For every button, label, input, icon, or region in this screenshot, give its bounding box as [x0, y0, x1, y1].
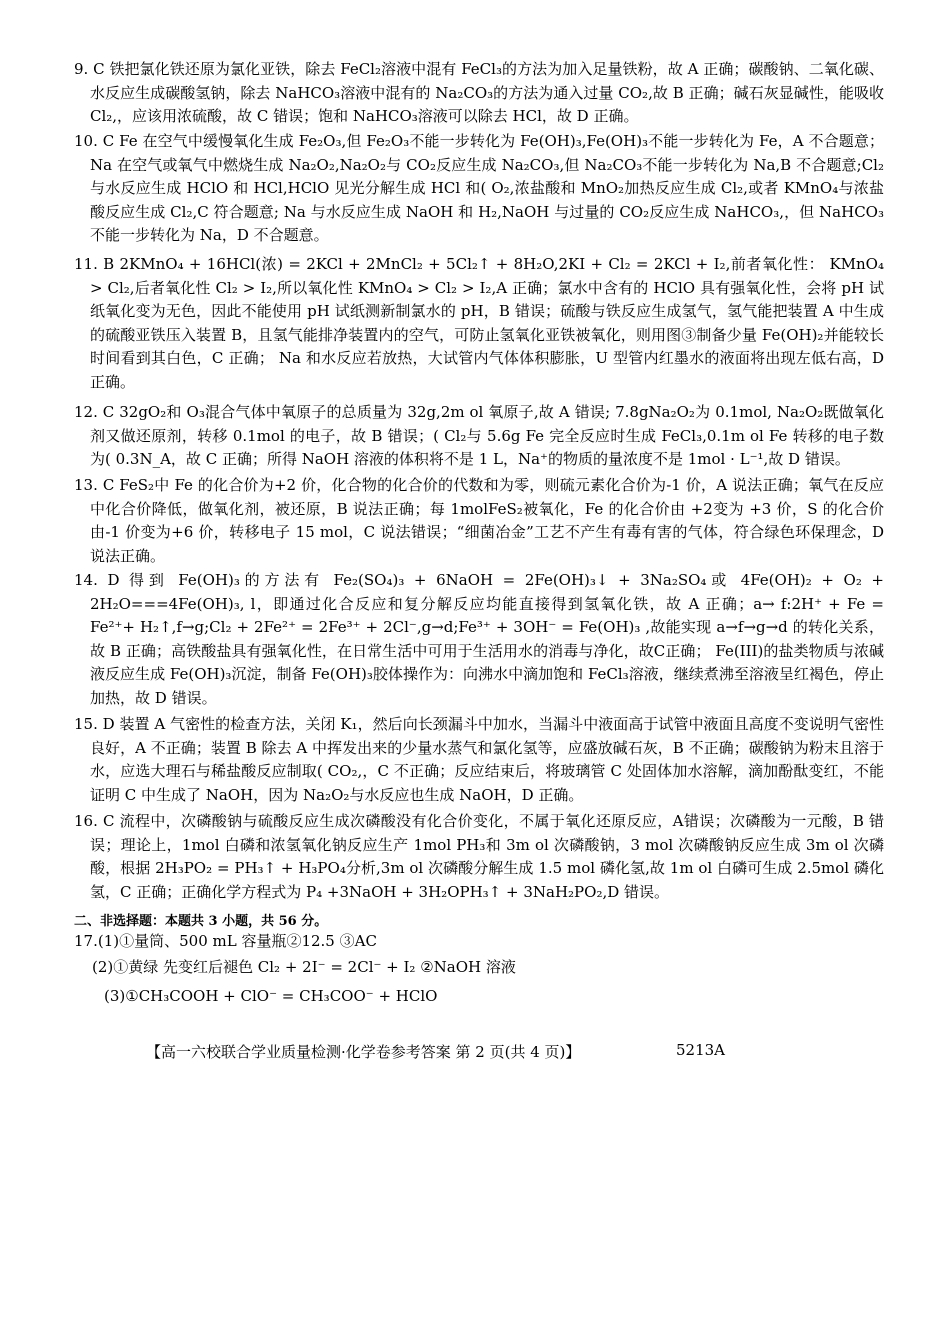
page-footer-code: 5213A: [676, 1041, 726, 1059]
answer-item-14: 14. D 得到 Fe(OH)₃的方法有 Fe₂(SO₄)₃ + 6NaOH = 2Fe(OH)₃↓ + 3Na₂SO₄或 4Fe(OH)₂ + O₂ + 2H₂O===4Fe(OH)₃, l，即通过化合反应和复分解反应均能直接得到氢氧化铁，故 A 正确；a→ f:2H⁺ + Fe = Fe²⁺+ H₂↑,f→g;Cl₂ + 2Fe²⁺ = 2Fe³⁺ + 2Cl⁻,g→d;Fe³⁺ + 3OH⁻ = Fe(OH)₃ ,故能实现 a→f→g→d 的转化关系，故 B 正确；高铁酸盐具有强氧化性，在日常生活中可用于生活用水的消毒与净化，故C正确； Fe(III)的盐类物质与浓碱液反应生成 Fe(OH)₃沉淀，制备 Fe(OH)₃胶体操作为：向沸水中滴加饱和 FeCl₃溶液，继续煮沸至溶液呈红褐色，停止加热，故 D 错误。: [74, 571, 884, 707]
answer-item-15: 15. D 装置 A 气密性的检查方法，关闭 K₁，然后向长颈漏斗中加水，当漏斗中液面高于试管中液面且高度不变说明气密性良好，A 不正确；装置 B 除去 A 中挥发出来的少量水蒸气和氯化氢等，应盛放碱石灰，B 不正确；碳酸钠为粉末且溶于水，应选大理石与稀盐酸反应制取( CO₂,，C 不正确；反应结束后，将玻璃管 C 处固体加水溶解，滴加酚酞变红，不能证明 C 中生成了 NaOH，因为 Na₂O₂与水反应也生成 NaOH，D 正确。: [74, 715, 884, 804]
section-title: 二、非选择题：本题共 3 小题，共 56 分。: [74, 914, 328, 929]
answer-17-part-2: (2)①黄绿 先变红后褪色 Cl₂ + 2I⁻ = 2Cl⁻ + I₂ ②NaOH 溶液: [92, 958, 516, 976]
answer-item-10: 10. C Fe 在空气中缓慢氧化生成 Fe₂O₃,但 Fe₂O₃不能一步转化为 Fe(OH)₃,Fe(OH)₃不能一步转化为 Fe，A 不合题意； Na 在空气或氧气中燃烧生成 Na₂O₂,Na₂O₂与 CO₂反应生成 Na₂CO₃,但 Na₂CO₃不能一步转化为 Na,B 不合题意;Cl₂与水反应生成 HClO 和 HCl,HClO 见光分解生成 HCl 和( O₂,浓盐酸和 MnO₂加热反应生成 Cl₂,或者 KMnO₄与浓盐酸反应生成 Cl₂,C 符合题意; Na 与水反应生成 NaOH 和 H₂,NaOH 与过量的 CO₂反应生成 NaHCO₃,，但 NaHCO₃不能一步转化为 Na，D 不合题意。: [74, 132, 884, 244]
answer-item-16: 16. C 流程中，次磷酸钠与硫酸反应生成次磷酸没有化合价变化，不属于氧化还原反应，A错误；次磷酸为一元酸，B 错误；理论上，1mol 白磷和浓氢氧化钠反应生产 1mol PH₃和 3m ol 次磷酸钠，3 mol 次磷酸钠反应生成 3m ol 次磷酸，根据 2H₃PO₂ = PH₃↑ + H₃PO₄分析,3m ol 次磷酸分解生成 1.5 mol 磷化氢,故 1m ol 白磷可生成 2.5mol 磷化氢，C 正确；正确化学方程式为 P₄ +3NaOH + 3H₂OPH₃↑ + 3NaH₂PO₂,D 错误。: [74, 812, 884, 901]
answer-item-13: 13. C FeS₂中 Fe 的化合价为+2 价，化合物的化合价的代数和为零，则硫元素化合价为-1 价，A 说法正确；氧气在反应中化合价降低，做氧化剂，被还原，B 说法正确；每 1molFeS₂被氧化，Fe 的化合价由 +2变为 +3 价，S 的化合价由-1 价变为+6 价，转移电子 15 mol，C 说法错误；“细菌冶金”工艺不产生有毒有害的气体，符合绿色环保理念，D 说法正确。: [74, 476, 884, 565]
page-footer-title: 【高一六校联合学业质量检测·化学卷参考答案 第 2 页(共 4 页)】: [146, 1043, 581, 1061]
answer-17-part-1: 17.(1)①量筒、500 mL 容量瓶②12.5 ③AC: [74, 932, 377, 950]
answer-17-part-3: (3)①CH₃COOH + ClO⁻ = CH₃COO⁻ + HClO: [104, 987, 438, 1005]
answer-item-12: 12. C 32gO₂和 O₃混合气体中氧原子的总质量为 32g,2m ol 氧原子,故 A 错误; 7.8gNa₂O₂为 0.1mol, Na₂O₂既做氧化剂又做还原剂，转移 0.1mol 的电子，故 B 错误；( Cl₂与 5.6g Fe 完全反应时生成 FeCl₃,0.1m ol Fe 转移的电子数为( 0.3N_A，故 C 正确；所得 NaOH 溶液的体积将不是 1 L，Na⁺的物质的量浓度不是 1mol · L⁻¹,故 D 错误。: [74, 403, 884, 468]
answer-item-9: 9. C 铁把氯化铁还原为氯化亚铁，除去 FeCl₂溶液中混有 FeCl₃的方法为加入足量铁粉，故 A 正确；碳酸钠、二氧化碳、水反应生成碳酸氢钠，除去 NaHCO₃溶液中混有的 Na₂CO₃的方法为通入过量 CO₂,故 B 正确；碱石灰显碱性，能吸收 Cl₂,，应该用浓硫酸，故 C 错误；饱和 NaHCO₃溶液可以除去 HCl，故 D 正确。: [74, 60, 884, 125]
answer-item-11: 11. B 2KMnO₄ + 16HCl(浓) = 2KCl + 2MnCl₂ + 5Cl₂↑ + 8H₂O,2KI + Cl₂ = 2KCl + I₂,前者氧化性： KMnO₄ > Cl₂,后者氧化性 Cl₂ > I₂,所以氧化性 KMnO₄ > Cl₂ > I₂,A 正确；氯水中含有的 HClO 具有强氧化性，会将 pH 试纸氧化变为无色，因此不能使用 pH 试纸测新制氯水的 pH，B 错误；硫酸与铁反应生成氢气，氢气能把装置 A 中生成的硫酸亚铁压入装置 B，且氢气能排净装置内的空气，可防止氢氧化亚铁被氧化，则用图③制备少量 Fe(OH)₂并能较长时间看到其白色，C 正确； Na 和水反应若放热，大试管内气体体积膨胀，U 型管内红墨水的液面将出现左低右高，D 正确。: [74, 255, 884, 391]
